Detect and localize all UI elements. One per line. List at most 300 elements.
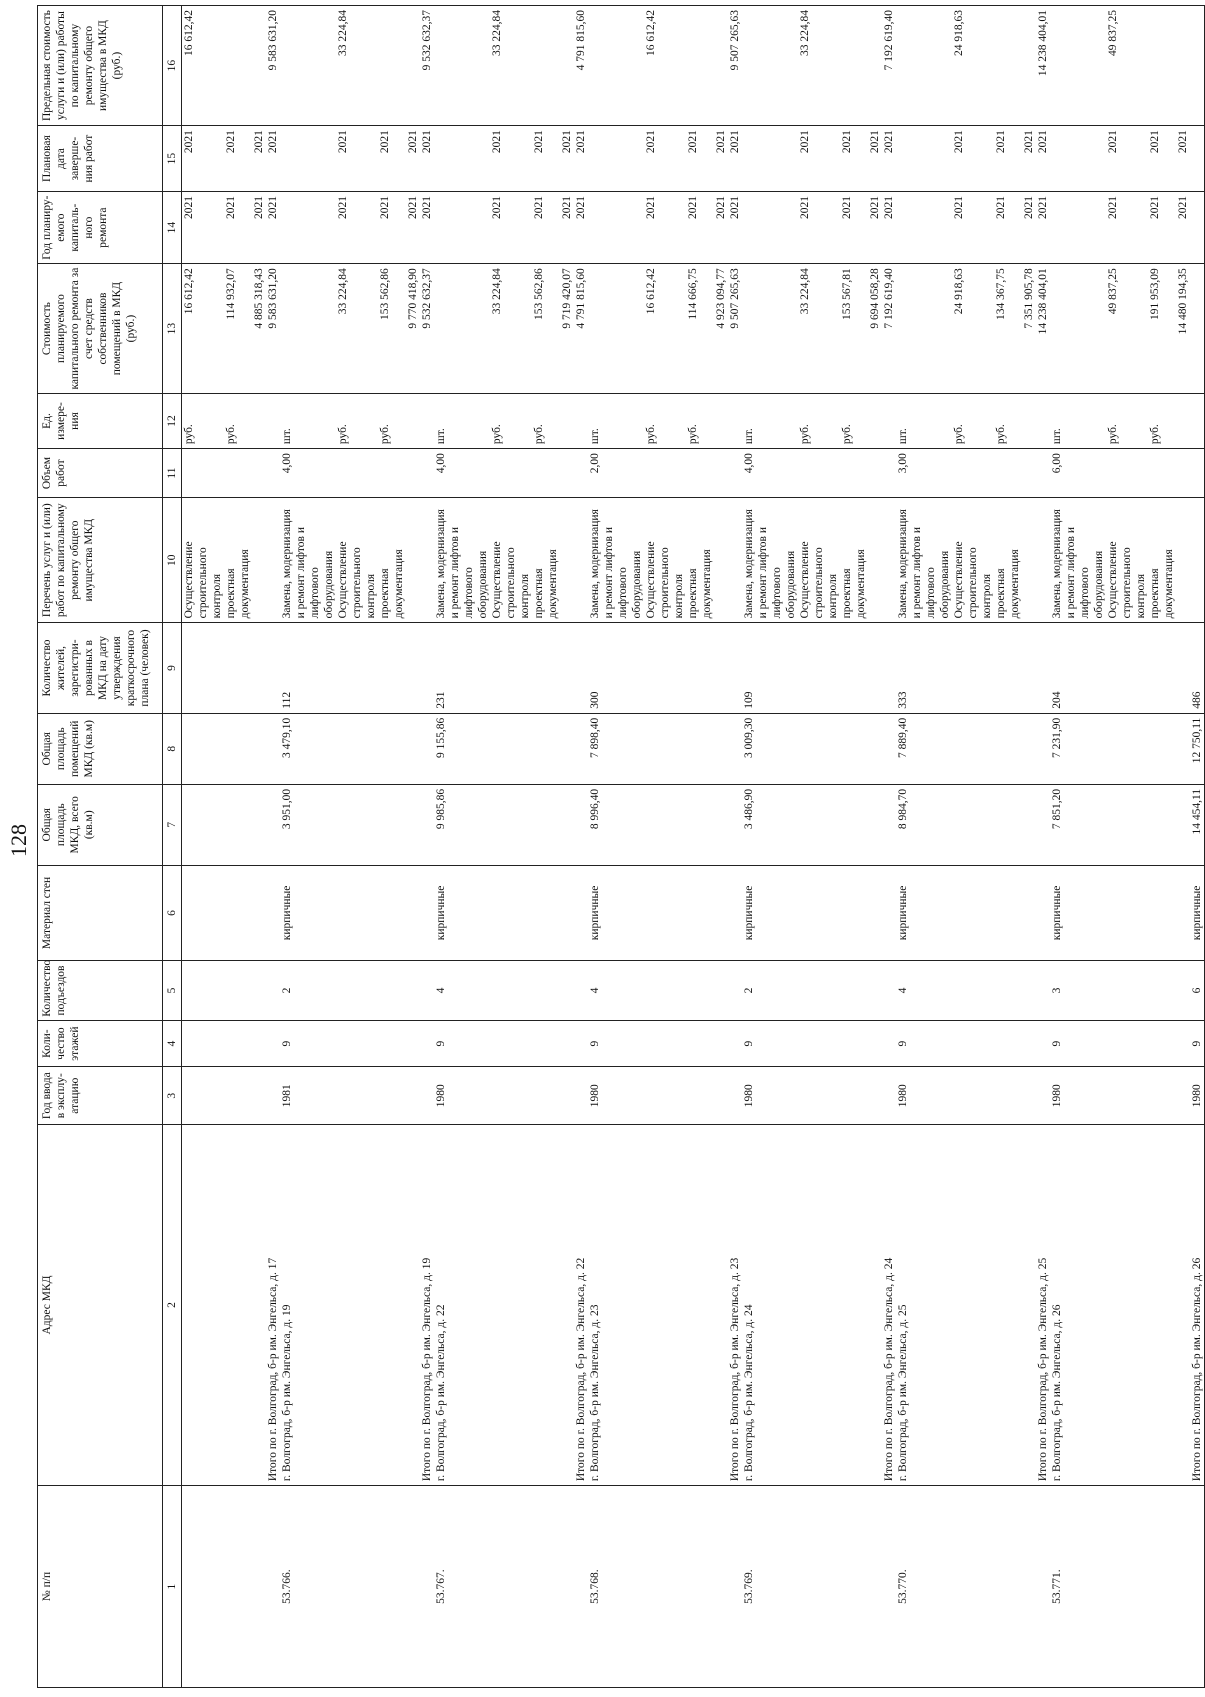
table-cell xyxy=(1176,865,1190,961)
table-cell: 2021 xyxy=(224,126,252,192)
table-body xyxy=(182,6,1205,1688)
table-cell xyxy=(994,6,1022,126)
table-cell xyxy=(406,961,420,1021)
table-cell xyxy=(560,393,574,448)
table-cell: 53.770. xyxy=(896,1486,952,1688)
table-cell xyxy=(420,1020,434,1067)
table-cell xyxy=(868,393,882,448)
table-cell: 3 009,30 xyxy=(742,713,798,784)
header-cell: Стоимость планируемого капитального ремонта за счет средств собственников помещений в МКД (руб.) xyxy=(38,264,163,394)
table-cell: 16 612,42 xyxy=(182,264,225,394)
table-cell: 33 224,84 xyxy=(798,264,840,394)
table-cell xyxy=(336,449,378,498)
table-cell xyxy=(266,393,280,448)
table-cell xyxy=(266,1486,280,1688)
table-cell: 2021 xyxy=(252,126,266,192)
table-cell xyxy=(1106,961,1148,1021)
table-cell xyxy=(994,865,1022,961)
table-cell: Замена, модернизация и ремонт лифтов и лифтового оборудования xyxy=(588,498,644,623)
table-cell: 2021 xyxy=(574,126,588,192)
table-cell xyxy=(714,784,728,865)
table-cell: 2021 xyxy=(1148,192,1176,264)
table-cell xyxy=(560,623,574,713)
table-cell xyxy=(868,623,882,713)
table-cell xyxy=(1106,449,1148,498)
header-cell: Материал стен xyxy=(38,865,163,961)
table-cell xyxy=(798,713,840,784)
table-cell xyxy=(420,623,434,713)
table-cell xyxy=(378,1486,406,1688)
table-cell xyxy=(1148,6,1176,126)
column-number: 16 xyxy=(163,6,182,126)
table-cell xyxy=(686,961,714,1021)
table-cell: г. Волгоград, б-р им. Энгельса, д. 24 xyxy=(742,1124,798,1485)
table-cell: 16 612,42 xyxy=(182,6,225,126)
table-cell xyxy=(798,1067,840,1124)
table-cell: 53.771. xyxy=(1050,1486,1106,1688)
header-cell: Количество подъездов xyxy=(38,961,163,1021)
table-cell xyxy=(840,713,868,784)
table-cell xyxy=(952,713,994,784)
table-cell xyxy=(252,498,266,623)
table-header xyxy=(38,6,182,1688)
table-cell xyxy=(406,393,420,448)
table-cell xyxy=(532,449,560,498)
table-cell: 2021 xyxy=(252,192,266,264)
table-cell: 2021 xyxy=(420,126,434,192)
table-cell: руб. xyxy=(840,393,868,448)
table-cell xyxy=(252,713,266,784)
header-cell: Коли-чество этажей xyxy=(38,1020,163,1067)
table-cell: 153 567,81 xyxy=(840,264,868,394)
table-cell xyxy=(574,961,588,1021)
table-cell xyxy=(336,623,378,713)
table-cell: 2021 xyxy=(1022,192,1036,264)
table-cell: 9 507 265,63 xyxy=(728,264,742,394)
table-cell xyxy=(252,623,266,713)
table-row xyxy=(994,6,1022,1688)
table-cell xyxy=(378,623,406,713)
table-cell: кирпичные xyxy=(588,865,644,961)
table-cell: 9 xyxy=(1190,1020,1205,1067)
table-cell: 204 xyxy=(1050,623,1106,713)
table-row xyxy=(644,6,686,1688)
table-cell: 1980 xyxy=(1050,1067,1106,1124)
table-cell: кирпичные xyxy=(1050,865,1106,961)
table-cell: 3,00 xyxy=(896,449,952,498)
table-cell xyxy=(224,1124,252,1485)
table-cell xyxy=(644,713,686,784)
table-cell xyxy=(868,498,882,623)
building-row xyxy=(280,6,336,1688)
table-cell xyxy=(994,784,1022,865)
column-number: 5 xyxy=(163,961,182,1021)
column-number: 13 xyxy=(163,264,182,394)
table-cell xyxy=(952,961,994,1021)
table-cell: кирпичные xyxy=(896,865,952,961)
total-row xyxy=(420,6,434,1688)
header-cell: Общая площадь МКД, всего (кв.м) xyxy=(38,784,163,865)
table-row xyxy=(714,6,728,1688)
table-cell xyxy=(1148,1486,1176,1688)
table-cell xyxy=(252,1020,266,1067)
table-cell xyxy=(182,713,225,784)
table-cell xyxy=(490,449,532,498)
table-cell xyxy=(714,865,728,961)
table-cell xyxy=(714,1020,728,1067)
table-cell xyxy=(1148,623,1176,713)
table-cell: 2021 xyxy=(490,192,532,264)
table-cell xyxy=(868,449,882,498)
table-cell xyxy=(728,498,742,623)
table-row xyxy=(224,6,252,1688)
table-cell xyxy=(686,1067,714,1124)
table-cell xyxy=(1176,961,1190,1021)
table-cell xyxy=(490,623,532,713)
table-cell xyxy=(840,1020,868,1067)
table-cell xyxy=(1148,1020,1176,1067)
table-cell xyxy=(882,961,896,1021)
table-cell: 7 351 905,78 xyxy=(1022,264,1036,394)
table-cell: Осуществление строительного контроля xyxy=(336,498,378,623)
table-cell xyxy=(840,865,868,961)
column-number: 10 xyxy=(163,498,182,623)
header-cell: Объем работ xyxy=(38,449,163,498)
table-cell: г. Волгоград, б-р им. Энгельса, д. 26 xyxy=(1050,1124,1106,1485)
table-cell xyxy=(588,6,644,126)
table-cell xyxy=(1022,1124,1036,1485)
table-cell xyxy=(644,449,686,498)
table-cell: Итого по г. Волгоград, б-р им. Энгельса, д. 24 xyxy=(882,1124,896,1485)
table-cell xyxy=(714,623,728,713)
table-cell xyxy=(434,6,490,126)
table-cell: шт. xyxy=(434,393,490,448)
table-cell xyxy=(644,1020,686,1067)
table-cell xyxy=(532,961,560,1021)
table-cell: шт. xyxy=(280,393,336,448)
table-cell xyxy=(266,713,280,784)
table-cell xyxy=(532,1486,560,1688)
table-cell xyxy=(686,623,714,713)
table-cell xyxy=(224,1067,252,1124)
table-cell xyxy=(490,961,532,1021)
table-cell xyxy=(182,784,225,865)
table-cell xyxy=(406,1124,420,1485)
table-cell xyxy=(182,1486,225,1688)
header-cell: Плановая дата заверше-ния работ xyxy=(38,126,163,192)
table-cell xyxy=(728,865,742,961)
table-cell xyxy=(336,1020,378,1067)
table-cell xyxy=(1022,6,1036,126)
table-cell xyxy=(1022,784,1036,865)
table-row xyxy=(560,6,574,1688)
table-cell: 2021 xyxy=(728,126,742,192)
table-cell xyxy=(686,1486,714,1688)
table-cell: шт. xyxy=(896,393,952,448)
table-cell xyxy=(224,6,252,126)
table-cell xyxy=(728,961,742,1021)
table-cell xyxy=(1050,192,1106,264)
header-cell: Ед. измере-ния xyxy=(38,393,163,448)
repair-plan-table xyxy=(37,5,1205,1688)
table-cell xyxy=(336,1124,378,1485)
table-cell: 2021 xyxy=(952,192,994,264)
table-cell: 2021 xyxy=(994,126,1022,192)
table-cell xyxy=(1036,1020,1050,1067)
table-cell: 7 889,40 xyxy=(896,713,952,784)
table-cell xyxy=(994,449,1022,498)
table-cell xyxy=(896,126,952,192)
building-row xyxy=(588,6,644,1688)
table-cell xyxy=(1036,784,1050,865)
table-cell xyxy=(378,961,406,1021)
table-cell xyxy=(532,1020,560,1067)
table-cell: 2021 xyxy=(378,126,406,192)
table-cell: руб. xyxy=(1106,393,1148,448)
table-cell xyxy=(1106,1486,1148,1688)
table-cell: 2021 xyxy=(224,192,252,264)
table-cell: руб. xyxy=(952,393,994,448)
table-cell: 53.769. xyxy=(742,1486,798,1688)
table-cell xyxy=(896,6,952,126)
table-cell: 2021 xyxy=(1176,192,1190,264)
table-cell xyxy=(378,449,406,498)
table-cell xyxy=(280,6,336,126)
table-cell xyxy=(868,1020,882,1067)
table-cell xyxy=(1190,1486,1205,1688)
table-cell xyxy=(1036,1486,1050,1688)
table-cell: 33 224,84 xyxy=(336,6,378,126)
table-cell: проектная документация xyxy=(994,498,1022,623)
table-cell xyxy=(882,449,896,498)
table-cell xyxy=(1148,1067,1176,1124)
table-cell: 2021 xyxy=(182,126,225,192)
table-cell xyxy=(560,784,574,865)
table-cell: руб. xyxy=(798,393,840,448)
table-cell xyxy=(686,1124,714,1485)
table-cell xyxy=(952,784,994,865)
table-cell: 49 837,25 xyxy=(1106,6,1148,126)
table-cell: 2021 xyxy=(336,192,378,264)
table-cell xyxy=(266,1020,280,1067)
table-row xyxy=(798,6,840,1688)
table-cell: Итого по г. Волгоград, б-р им. Энгельса, д. 23 xyxy=(728,1124,742,1485)
table-cell: 2021 xyxy=(574,192,588,264)
table-cell: Итого по г. Волгоград, б-р им. Энгельса, д. 26 xyxy=(1190,1124,1205,1485)
table-cell xyxy=(728,623,742,713)
table-cell xyxy=(994,1020,1022,1067)
table-cell xyxy=(798,784,840,865)
table-cell: 4 791 815,60 xyxy=(574,6,588,126)
table-cell: 49 837,25 xyxy=(1106,264,1148,394)
table-cell xyxy=(728,1020,742,1067)
table-cell xyxy=(336,1067,378,1124)
table-cell: 2 xyxy=(742,961,798,1021)
table-cell xyxy=(420,961,434,1021)
table-cell xyxy=(1176,498,1190,623)
table-cell xyxy=(574,784,588,865)
table-cell xyxy=(644,623,686,713)
table-cell xyxy=(378,1020,406,1067)
table-cell: руб. xyxy=(378,393,406,448)
table-cell xyxy=(1176,713,1190,784)
table-cell xyxy=(728,393,742,448)
table-cell xyxy=(994,623,1022,713)
table-cell: 231 xyxy=(434,623,490,713)
column-number: 8 xyxy=(163,713,182,784)
table-cell: 2021 xyxy=(868,192,882,264)
table-cell: 112 xyxy=(280,623,336,713)
table-cell xyxy=(868,1486,882,1688)
table-cell xyxy=(742,126,798,192)
table-cell: шт. xyxy=(1050,393,1106,448)
table-cell xyxy=(434,126,490,192)
building-row xyxy=(742,6,798,1688)
table-cell xyxy=(882,865,896,961)
table-cell xyxy=(490,713,532,784)
table-cell: 2021 xyxy=(266,192,280,264)
table-cell xyxy=(252,1067,266,1124)
table-cell: 153 562,86 xyxy=(532,264,560,394)
table-cell: 1980 xyxy=(896,1067,952,1124)
table-cell: 4 xyxy=(896,961,952,1021)
table-cell: 8 984,70 xyxy=(896,784,952,865)
table-cell: 9 xyxy=(280,1020,336,1067)
table-cell: 33 224,84 xyxy=(336,264,378,394)
table-cell xyxy=(1190,6,1205,126)
table-cell xyxy=(714,1486,728,1688)
table-cell xyxy=(644,1124,686,1485)
table-cell: 14 454,11 xyxy=(1190,784,1205,865)
table-cell xyxy=(1190,192,1205,264)
table-cell: Итого по г. Волгоград, б-р им. Энгельса, д. 19 xyxy=(420,1124,434,1485)
table-cell xyxy=(378,865,406,961)
table-cell xyxy=(532,865,560,961)
table-row xyxy=(490,6,532,1688)
header-cell: Общая площадь помещений МКД (кв.м) xyxy=(38,713,163,784)
table-cell xyxy=(1176,1020,1190,1067)
table-cell: 4,00 xyxy=(742,449,798,498)
table-cell xyxy=(252,784,266,865)
table-row xyxy=(840,6,868,1688)
building-row xyxy=(896,6,952,1688)
table-cell: 9 719 420,07 xyxy=(560,264,574,394)
table-cell xyxy=(560,1067,574,1124)
table-cell: 2021 xyxy=(560,192,574,264)
column-number: 9 xyxy=(163,623,182,713)
header-cell: Количество жителей, зарегистри-рованных в МКД на дату утверждения краткосрочного плана (человек) xyxy=(38,623,163,713)
table-cell: кирпичные xyxy=(1190,865,1205,961)
table-cell: 191 953,09 xyxy=(1148,264,1176,394)
table-cell xyxy=(1148,713,1176,784)
table-cell xyxy=(560,961,574,1021)
table-cell xyxy=(560,498,574,623)
table-cell xyxy=(266,784,280,865)
table-cell xyxy=(868,961,882,1021)
table-cell xyxy=(728,713,742,784)
header-cell: № п/п xyxy=(38,1486,163,1688)
table-cell xyxy=(882,784,896,865)
table-cell xyxy=(182,1020,225,1067)
table-cell xyxy=(1190,449,1205,498)
table-cell: г. Волгоград, б-р им. Энгельса, д. 22 xyxy=(434,1124,490,1485)
table-cell xyxy=(868,784,882,865)
table-cell: 2021 xyxy=(840,192,868,264)
table-cell: 2021 xyxy=(378,192,406,264)
table-cell: 2021 xyxy=(994,192,1022,264)
header-cell: Год ввода в эксплу-атацию xyxy=(38,1067,163,1124)
table-cell xyxy=(490,1124,532,1485)
table-cell: 9 xyxy=(588,1020,644,1067)
table-cell xyxy=(1036,713,1050,784)
table-cell: Замена, модернизация и ремонт лифтов и лифтового оборудования xyxy=(896,498,952,623)
column-number: 1 xyxy=(163,1486,182,1688)
table-cell xyxy=(420,1486,434,1688)
table-cell xyxy=(896,192,952,264)
table-cell xyxy=(994,713,1022,784)
table-cell: 12 750,11 xyxy=(1190,713,1205,784)
table-cell: руб. xyxy=(224,393,252,448)
table-cell xyxy=(1036,623,1050,713)
table-cell xyxy=(336,784,378,865)
table-cell: руб. xyxy=(182,393,225,448)
table-cell xyxy=(644,784,686,865)
table-cell: 53.766. xyxy=(280,1486,336,1688)
table-cell: руб. xyxy=(686,393,714,448)
table-cell: 2021 xyxy=(644,192,686,264)
table-cell xyxy=(406,1020,420,1067)
table-row xyxy=(1022,6,1036,1688)
table-cell: проектная документация xyxy=(840,498,868,623)
table-cell xyxy=(224,449,252,498)
table-row xyxy=(868,6,882,1688)
table-cell xyxy=(224,961,252,1021)
page-number: 128 xyxy=(6,824,31,857)
table-cell xyxy=(868,1067,882,1124)
table-cell xyxy=(378,784,406,865)
table-cell: Замена, модернизация и ремонт лифтов и лифтового оборудования xyxy=(742,498,798,623)
table-row xyxy=(1148,6,1176,1688)
total-row xyxy=(266,6,280,1688)
table-cell xyxy=(574,1486,588,1688)
table-cell xyxy=(336,961,378,1021)
table-cell xyxy=(840,784,868,865)
table-cell xyxy=(378,6,406,126)
table-cell xyxy=(574,498,588,623)
table-cell xyxy=(1022,1020,1036,1067)
table-cell: 2021 xyxy=(266,126,280,192)
table-cell xyxy=(532,713,560,784)
table-cell xyxy=(574,393,588,448)
table-cell xyxy=(952,1486,994,1688)
table-cell: Замена, модернизация и ремонт лифтов и лифтового оборудования xyxy=(434,498,490,623)
table-cell xyxy=(868,865,882,961)
table-cell: 6,00 xyxy=(1050,449,1106,498)
table-row xyxy=(686,6,714,1688)
table-cell xyxy=(1190,264,1205,394)
header-cell: Предельная стоимость услуги и (или) работы по капитальному ремонту общего имущества в МКД (руб.) xyxy=(38,6,163,126)
table-cell xyxy=(560,1020,574,1067)
table-cell: 9 xyxy=(742,1020,798,1067)
table-row xyxy=(952,6,994,1688)
table-cell xyxy=(1106,623,1148,713)
table-cell xyxy=(560,449,574,498)
table-cell: Осуществление строительного контроля xyxy=(490,498,532,623)
table-cell: 4 791 815,60 xyxy=(574,264,588,394)
table-cell: 4,00 xyxy=(280,449,336,498)
table-cell xyxy=(434,192,490,264)
table-cell xyxy=(952,1020,994,1067)
